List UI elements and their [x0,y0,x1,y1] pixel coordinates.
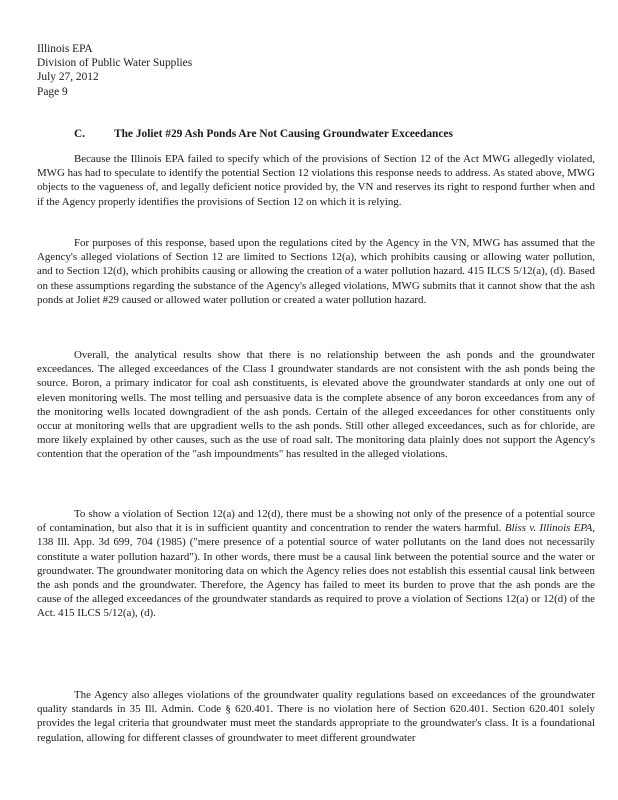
section-heading [74,128,594,140]
case-citation: Bliss v. Illinois EPA [504,522,593,535]
header-division: Division of Public Water Supplies [37,57,193,70]
header-agency: Illinois EPA [37,43,93,55]
paragraph-4 [37,507,595,621]
paragraph-2: For purposes of this response, based upon the regulations cited by the Agency in the VN, MWG has assumed that the Agency's alleged violations of Section 12 are limited to Sections 12(a), which prohibits causing or allowing water pollution, and to Section 12(d), which prohibits causing or allowing the creation of a water pollution hazard. 415 ILCS 5/12(a), (d). Based on these assumptions regarding the substance of the Agency's alleged violations, MWG submits that it cannot show that the ash ponds at Joliet #29 caused or allowed water pollution or created a water pollution hazard. [37,237,595,306]
section-letter: C. [74,128,86,140]
header-date: July 27, 2012 [37,71,99,84]
letter-header [37,42,192,99]
paragraph-4-text-a: To show a violation of Section 12(a) and 12(d), there must be a showing not only of the presence of a potential source of contamination, but also that it is in sufficient quantity and concentration to render the waters harmful. [37,508,595,535]
paragraph-3: Overall, the analytical results show that there is no relationship between the ash ponds and the groundwater exceedances. The alleged exceedances of the Class I groundwater standards are not consistent with the ash ponds being the source. Boron, a primary indicator for coal ash constituents, is elevated above the groundwater standards at only one out of eleven monitoring wells. The most telling and persuasive data is the complete absence of any boron exceedances from any of the monitoring wells located downgradient of the ash ponds. Certain of the alleged exceedances for other constituents only occur at monitoring wells that are upgradient wells to the ash ponds. Still other alleged exceedances, such as for chloride, are more likely explained by other causes, such as the use of road salt. The monitoring data plainly does not support the Agency's contention that the operation of the "ash impoundments" has resulted in the alleged violations. [37,349,595,461]
paragraph-5: The Agency also alleges violations of the groundwater quality regulations based on exceedances of the groundwater quality standards in 35 Ill. Admin. Code § 620.401. There is no violation here of Section 620.401. Section 620.401 solely provides the legal criteria that groundwater must meet the standards appropriate to the groundwater's class. It is a foundational regulation, allowing for different classes of groundwater to meet different groundwater [37,689,595,744]
paragraph-1: Because the Illinois EPA failed to specify which of the provisions of Section 12 of the Act MWG allegedly violated, MWG has had to speculate to identify the potential Section 12 violations this response needs to address. As stated above, MWG objects to the vagueness of, and legally deficient notice provided by, the VN and reserves its right to respond further when and if the Agency properly identifies the provisions of Section 12 on which it is relying. [37,153,595,208]
paragraph-4-text-b: , 138 Ill. App. 3d 699, 704 (1985) ("mere presence of a potential source of water pollutants on the land does not necessarily constitute a water pollution hazard"). In other words, there must be a causal link between the potential source and the water or groundwater. The groundwater monitoring data on which the Agency relies does not establish this essential causal link between the ash ponds and the groundwater. Therefore, the Agency has failed to meet its burden to prove that the ash ponds are the cause of the alleged exceedances of the groundwater standards as required to prove a violation of Sections 12(a) or 12(d) of the Act. 415 ILCS 5/12(a), (d). [37,522,595,620]
header-page-number: Page 9 [37,85,68,98]
section-title: The Joliet #29 Ash Ponds Are Not Causing Groundwater Exceedances [114,128,453,140]
